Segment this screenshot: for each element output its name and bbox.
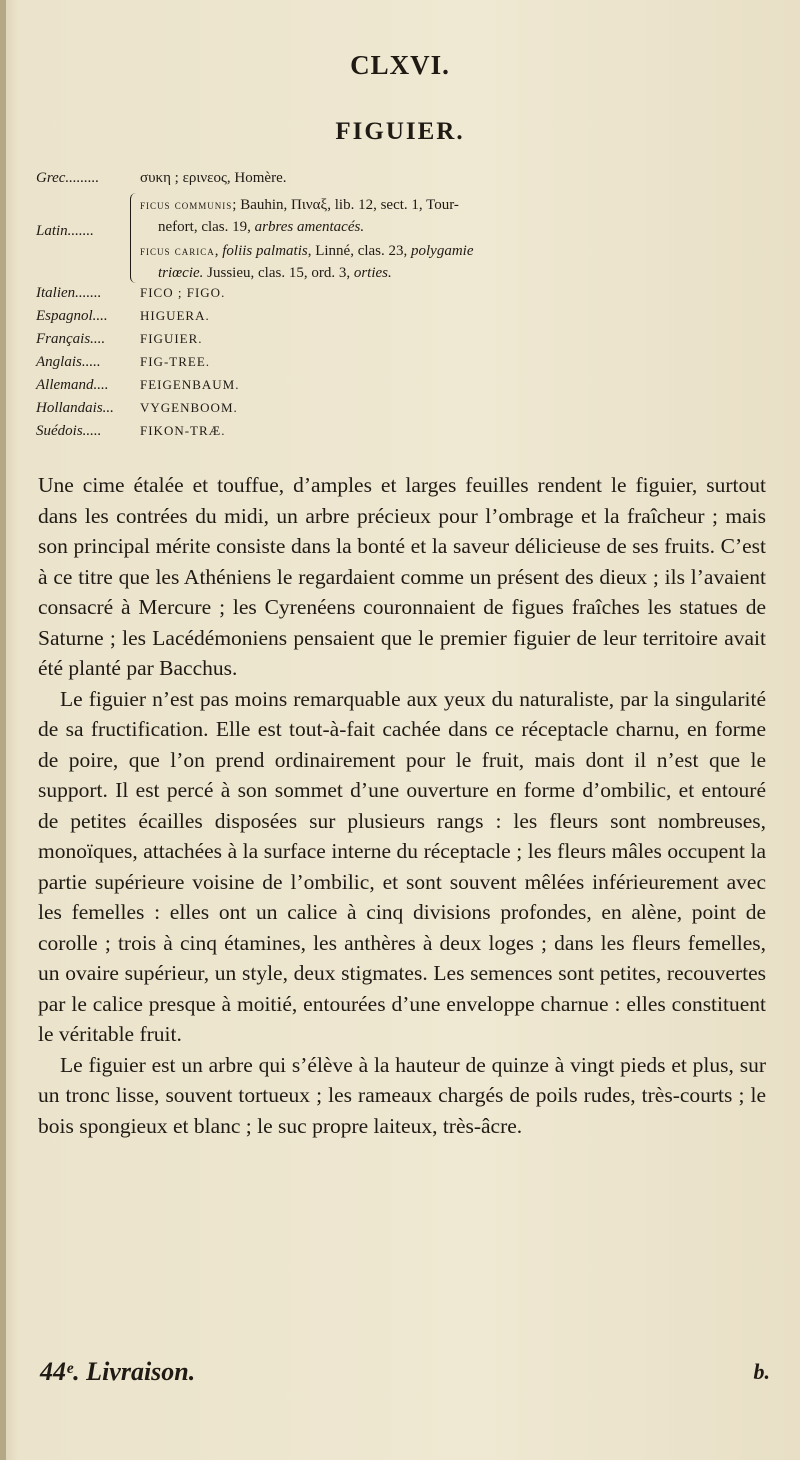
latin-author: ; Bauhin, [232, 197, 292, 213]
language-label: Hollandais... [36, 400, 114, 416]
language-label: Français.... [36, 331, 106, 347]
paragraph: Une cime étalée et touffue, d’amples et larges feuilles rendent le figuier, surtout dans les contrées du midi, un arbre précieux pour l’ombrage et la fraîcheur ; mais son principal mérite consiste dans la bonté et la saveur délicieuse de ses fruits. C’est à ce titre que les Athéniens le regardaient comme un présent des dieux ; ils l’avaient consacré à Mercure ; les Cyrenéens couronnaient de figues fraîches les statues de Saturne ; les Lacédémoniens pensaient que le premier figuier de leur territoire avait été planté par Bacchus. [38, 473, 766, 680]
latin-greek-ref: Πιναξ [291, 197, 328, 213]
latin-synonyms [140, 193, 780, 285]
page-footer [40, 1357, 770, 1397]
synonym-row [36, 400, 766, 423]
language-label: Latin....... [36, 223, 94, 239]
latin-epithet: foliis palmatis [222, 243, 308, 259]
language-label: Allemand.... [36, 377, 109, 393]
synonym-row [36, 331, 766, 354]
latin-line [140, 193, 780, 216]
vernacular-name: FIG-TREE. [140, 354, 211, 369]
vernacular-name: HIGUERA. [140, 308, 210, 323]
synonym-row-grec [36, 170, 766, 193]
language-label: Grec......... [36, 170, 100, 186]
sheet-signature-mark: b. [753, 1359, 770, 1384]
synonym-row [36, 308, 766, 331]
vernacular-name: FIGUIER. [140, 331, 203, 346]
language-label: Suédois..... [36, 423, 102, 439]
latin-line [140, 262, 780, 285]
language-label: Espagnol.... [36, 308, 108, 324]
language-label: Italien....... [36, 285, 102, 301]
latin-ref: , lib. 12, sect. 1, Tour- [327, 197, 459, 213]
page-title: FIGUIER. [335, 118, 465, 145]
page-binding-edge [0, 0, 6, 1460]
language-label: Anglais..... [36, 354, 101, 370]
synonym-text: συκη ; ερινεος, Homère. [140, 170, 287, 186]
synonym-row [36, 354, 766, 377]
latin-order: orties. [353, 265, 392, 281]
latin-class: polygamie [411, 243, 474, 259]
vernacular-name: FEIGENBAUM. [140, 377, 240, 392]
paragraph: Le figuier est un arbre qui s’élève à la hauteur de quinze à vingt pieds et plus, sur un tronc lisse, souvent tortueux ; les rameaux chargés de poils rudes, très-courts ; le bois spongieux et blanc ; le suc propre laiteux, très-âcre. [38, 1052, 766, 1138]
latin-ref: Jussieu, clas. 15, ord. 3, [203, 265, 354, 281]
latin-ref: nefort, clas. 19, [158, 219, 255, 235]
latin-genus: ficus communis [140, 197, 233, 212]
paragraph: Le figuier n’est pas moins remarquable aux yeux du naturaliste, par la singularité de sa fructification. Elle est tout-à-fait cachée dans ce réceptacle charnu, en forme de poire, que l’on prend ordinairement pour le fruit, mais dont il n’est que le support. Il est percé à son sommet d’une ouverture en forme d’ombilic, et entouré de petites écailles disposées sur plusieurs rangs : les fleurs sont nombreuses, monoïques, attachées à la surface interne du réceptacle ; les fleurs mâles occupent la partie supérieure voisine de l’ombilic, et sont souvent mêlées inférieurement avec les femelles : elles ont un calice à cinq divisions profondes, en alène, point de corolle ; trois à cinq étamines, les anthères à deux loges ; dans les fleurs femelles, un ovaire supérieur, un style, deux stigmates. Les semences sont petites, recouvertes par le calice presque à moitié, entourées d’une enveloppe charnue : elles constituent le véritable fruit. [38, 686, 766, 1046]
synonym-list [36, 170, 766, 446]
vernacular-name: FICO ; FIGO. [140, 285, 226, 300]
latin-ref: , Linné, clas. 23, [307, 243, 412, 259]
latin-line [140, 239, 780, 262]
latin-class: arbres amentacés. [254, 219, 365, 235]
vernacular-name: VYGENBOOM. [140, 400, 238, 415]
synonym-row [36, 285, 766, 308]
vernacular-name: FIKON-TRÆ. [140, 423, 226, 438]
synonym-row-latin [36, 193, 766, 285]
latin-class: triœcie. [158, 265, 204, 281]
latin-line [140, 216, 780, 239]
latin-genus: ficus carica [140, 243, 215, 258]
brace-mark [130, 193, 139, 283]
latin-sep: , [214, 243, 223, 259]
synonym-row [36, 377, 766, 400]
plate-number: CLXVI. [350, 50, 450, 80]
body-text [38, 470, 766, 1141]
livraison-signature: 44ᵉ. Livraison. [40, 1357, 196, 1386]
synonym-row [36, 423, 766, 446]
